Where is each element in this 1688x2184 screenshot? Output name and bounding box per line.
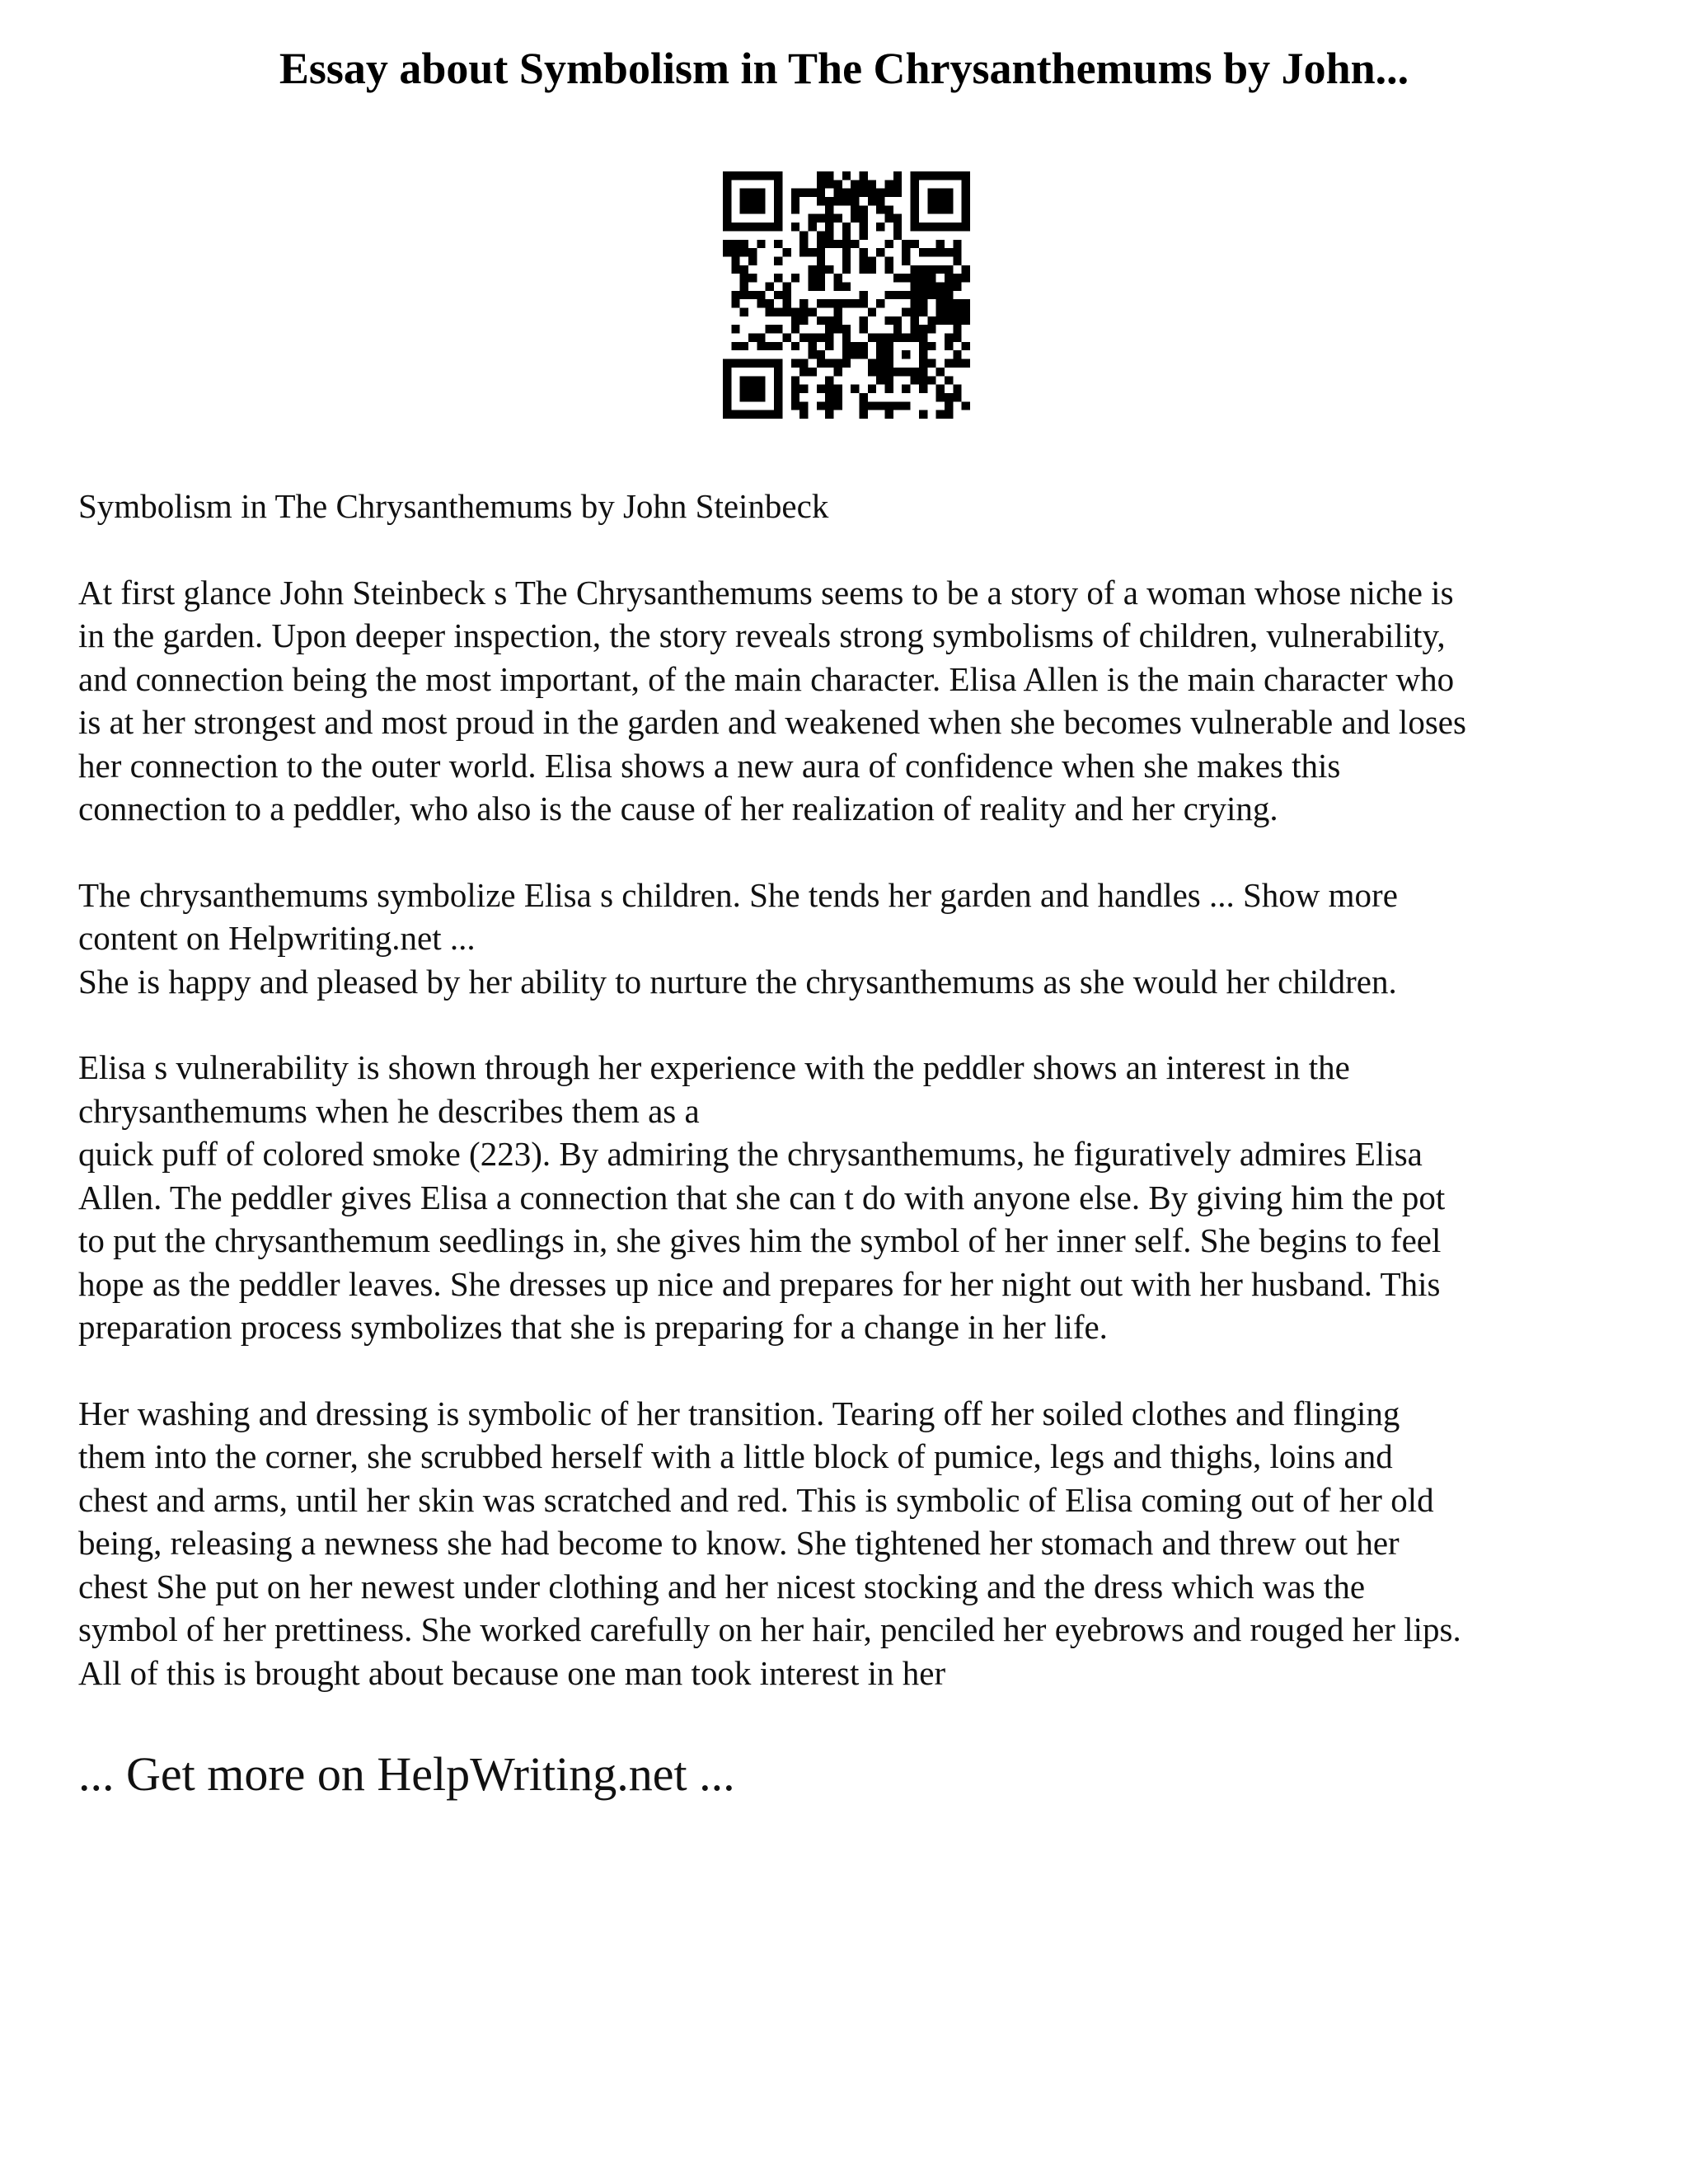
essay-paragraph-4: Elisa s vulnerability is shown through her experience with the peddler shows an interest in the chrysanthemums when he describes them as a quick puff of colored smoke (223). By admiring the chrysanthemums, he figuratively admires Elisa Allen. The peddler gives Elisa a connection that she can t do with anyone else. By giving him the pot to put the chrysanthemum seedlings in, she gives him the symbol of her inner self. She begins to feel hope as the peddler leaves. She dresses up nice and prepares for her night out with her husband. This preparation process symbolizes that she is preparing for a change in her life. (78, 1048, 1446, 1346)
essay-body (78, 485, 1628, 1737)
qr-code-icon (723, 171, 970, 419)
essay-paragraph-2: The chrysanthemums symbolize Elisa s children. She tends her garden and handles ... Show more content on Helpwriting.net ... (78, 875, 1398, 957)
essay-paragraph-1: At first glance John Steinbeck s The Chrysanthemums seems to be a story of a woman whose niche is in the garden. Upon deeper inspection, the story reveals strong symbolisms of children, vulnerability, and connection being the most important, of the main character. Elisa Allen is the main character who is at her strongest and most proud in the garden and weakened when she becomes vulnerable and loses her connection to the outer world. Elisa shows a new aura of confidence when she makes this connection to a peddler, who also is the cause of her realization of reality and her crying. (78, 573, 1466, 827)
get-more-link[interactable]: ... Get more on HelpWriting.net ... (78, 1747, 735, 1801)
essay-paragraph-5: Her washing and dressing is symbolic of her transition. Tearing off her soiled clothes and flinging them into the corner, she scrubbed herself with a little block of pumice, legs and thighs, loins and chest and arms, until her skin was scratched and red. This is symbolic of Elisa coming out of her old being, releasing a newness she had become to know. She tightened her stomach and threw out her chest She put on her newest under clothing and her nicest stocking and the dress which was the symbol of her prettiness. She worked carefully on her hair, penciled her eyebrows and rouged her lips. All of this is brought about because one man took interest in her (78, 1394, 1461, 1692)
document-title: Essay about Symbolism in The Chrysanthemums by John... (279, 44, 1409, 93)
essay-subtitle: Symbolism in The Chrysanthemums by John Steinbeck (78, 487, 829, 525)
qr-code-graphic (723, 171, 970, 419)
essay-paragraph-3: She is happy and pleased by her ability to nurture the chrysanthemums as she would her children. (78, 962, 1397, 1001)
